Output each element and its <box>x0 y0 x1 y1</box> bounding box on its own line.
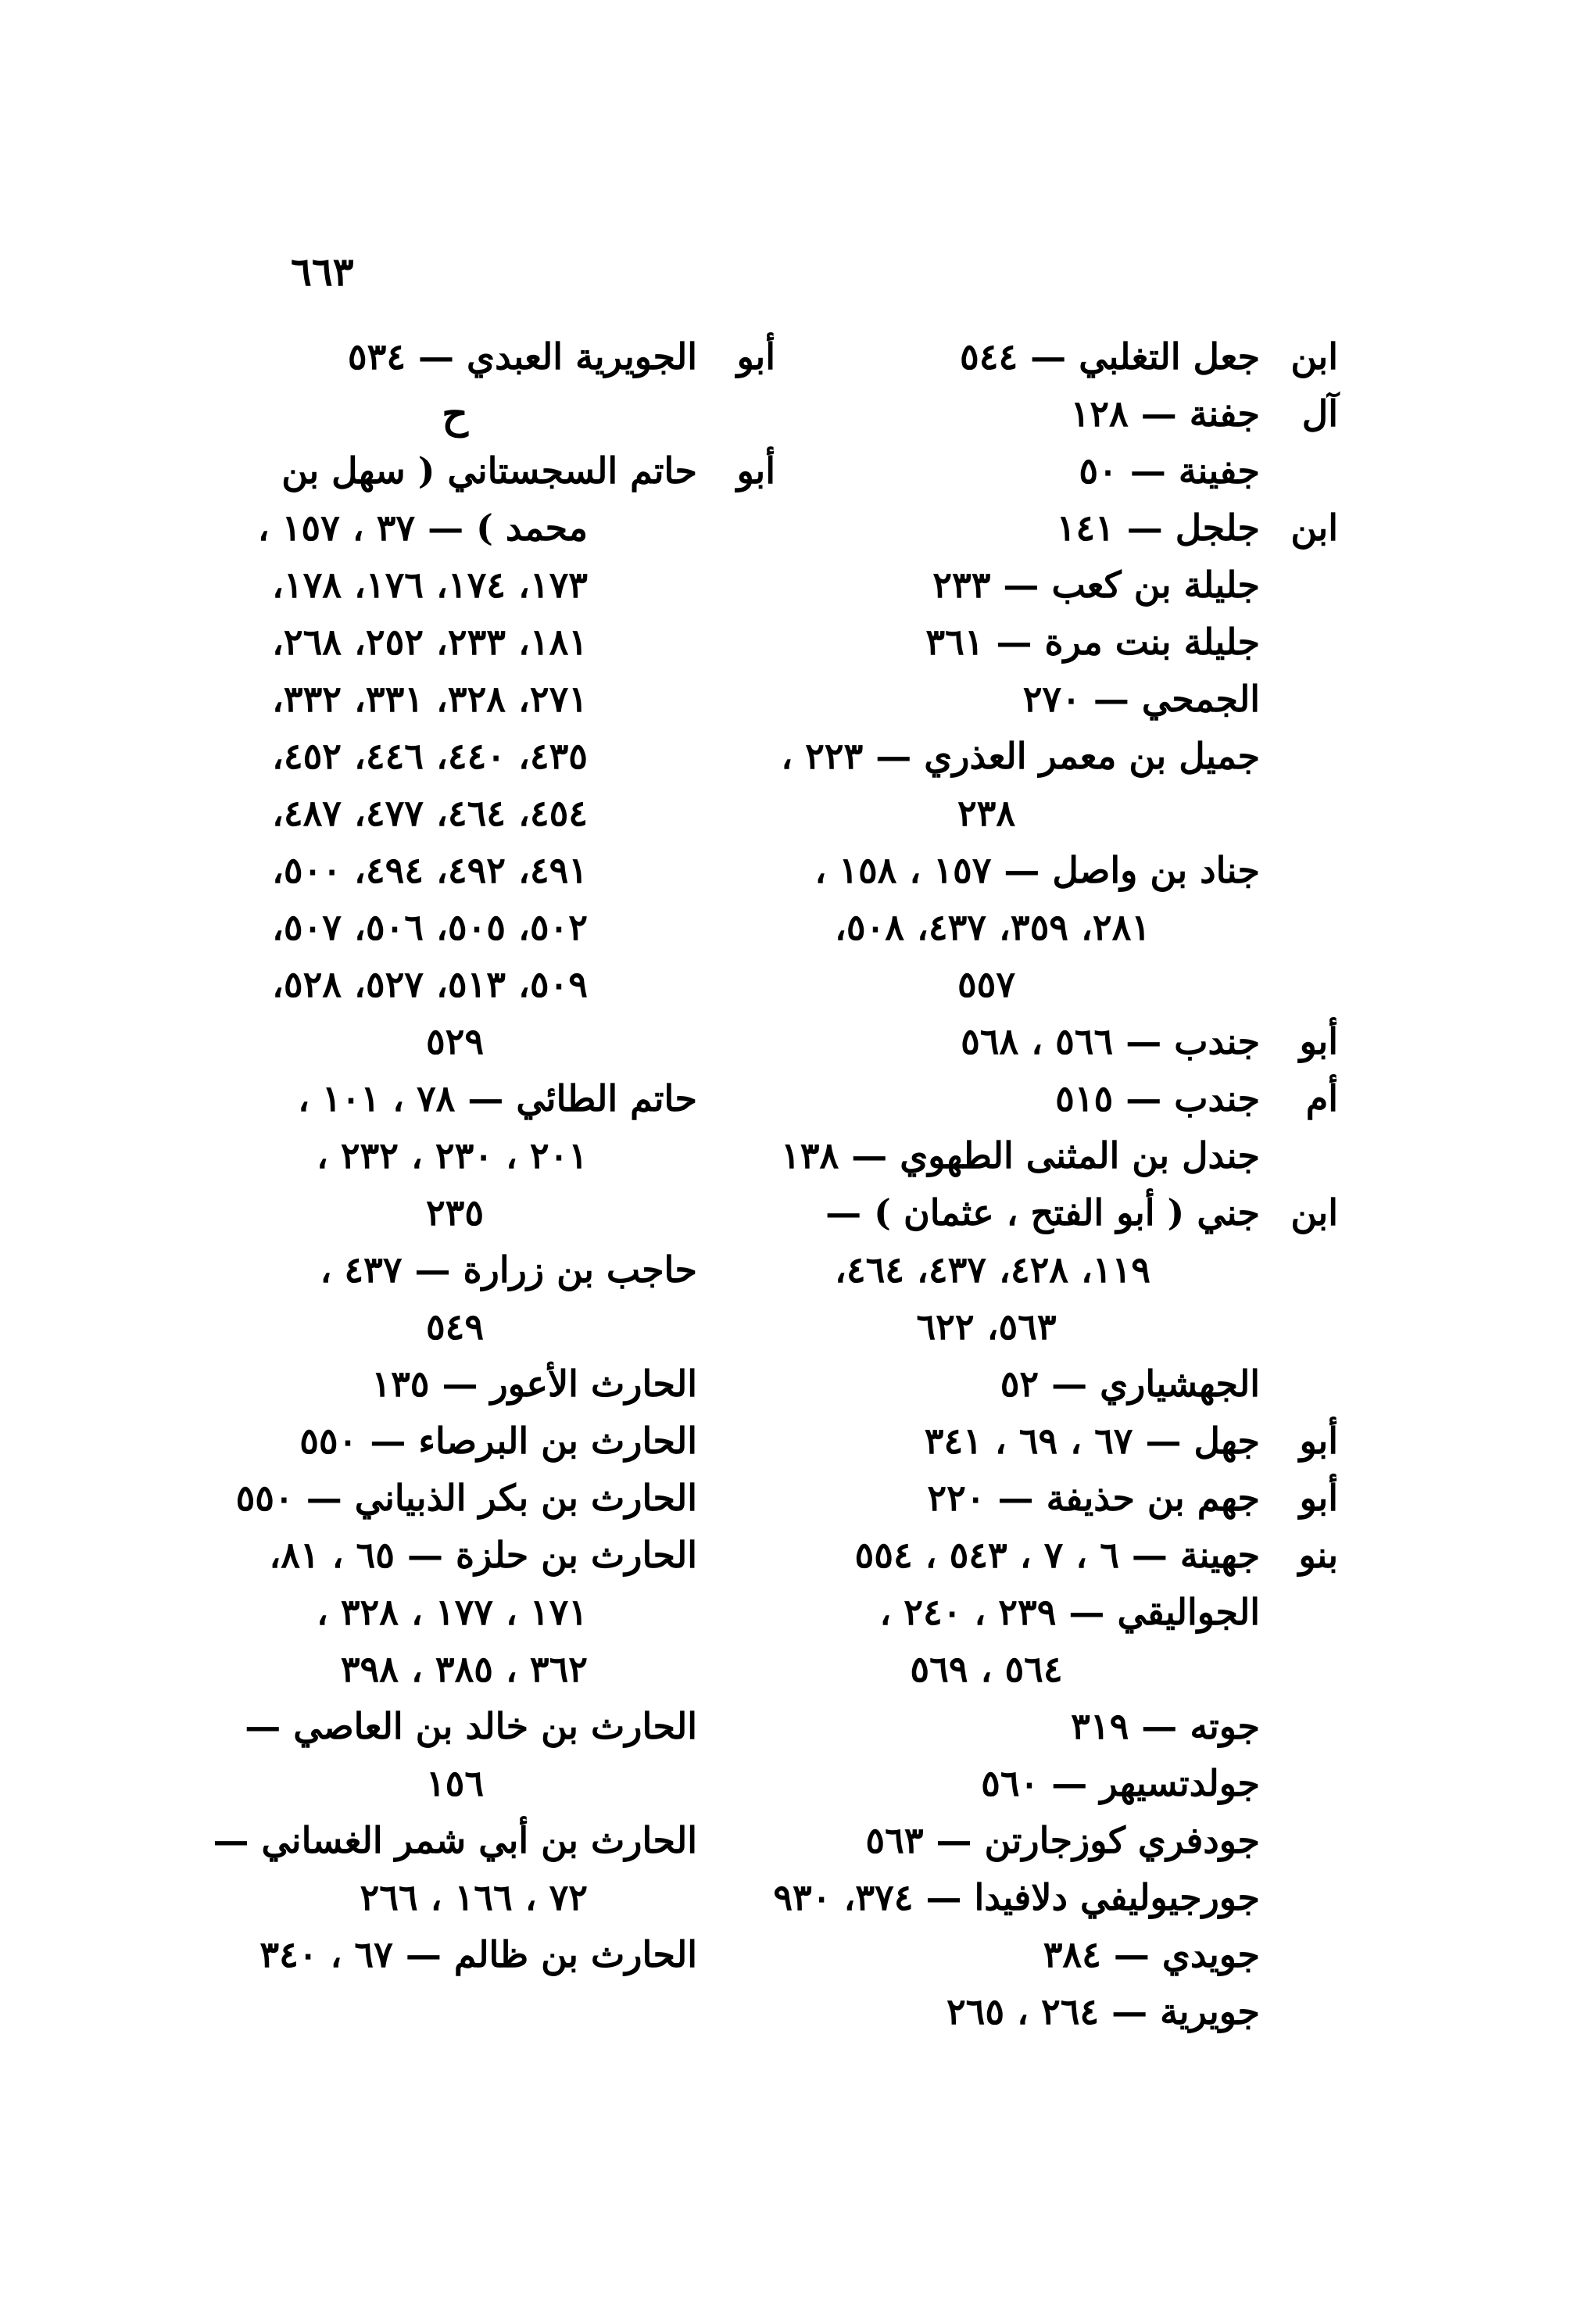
index-entry-line <box>713 956 1338 1013</box>
index-entry-line <box>713 1527 1338 1584</box>
index-entry-line <box>713 1127 1338 1184</box>
index-entry-line <box>213 1812 775 1869</box>
entry-prefix <box>697 1241 775 1298</box>
index-entry-line <box>213 1298 775 1356</box>
index-entry-line <box>213 1070 775 1127</box>
index-entry-line <box>713 899 1338 956</box>
index-entry-line <box>213 1926 775 1983</box>
index-entry-line <box>713 328 1338 385</box>
index-entry-line <box>213 671 775 728</box>
index-entry-line <box>213 1641 775 1698</box>
index-entry-line <box>213 785 775 842</box>
entry-text: الجهشياري — ٥٢ <box>1000 1363 1260 1405</box>
entry-text: جهم بن حذيفة — ٢٢٠ <box>927 1477 1260 1519</box>
index-entry-line <box>713 1755 1338 1812</box>
entry-text: جعل التغلبي — ٥٤٤ <box>960 335 1260 378</box>
entry-prefix <box>1260 728 1338 785</box>
index-entry-line <box>713 728 1338 785</box>
entry-text: ٧٢ ، ١٦٦ ، ٢٦٦ <box>360 1876 588 1918</box>
entry-text: ٥٢٩ <box>425 1020 485 1062</box>
index-entry-line <box>213 899 775 956</box>
entry-text: ١٧٣، ١٧٤، ١٧٦، ١٧٨، <box>272 564 588 606</box>
index-entry-line <box>713 1869 1338 1926</box>
entry-text: ٤٥٤، ٤٦٤، ٤٧٧، ٤٨٧، <box>272 792 588 834</box>
entry-text: ٢٨١، ٣٥٩، ٤٣٧، ٥٠٨، <box>835 906 1150 948</box>
index-entry-line <box>713 842 1338 899</box>
index-entry-line <box>213 842 775 899</box>
entry-text: ٤٩١، ٤٩٢، ٤٩٤، ٥٠٠، <box>272 849 588 891</box>
section-letter-heading: ح <box>442 390 468 438</box>
index-column-right <box>713 328 1338 2040</box>
entry-prefix <box>1260 785 1338 842</box>
entry-prefix <box>1260 1812 1338 1869</box>
index-entry-line <box>713 385 1338 442</box>
entry-text: ١٨١، ٢٣٣، ٢٥٢، ٢٦٨، <box>272 621 588 663</box>
index-entry-line <box>713 614 1338 671</box>
index-entry-line <box>213 1127 775 1184</box>
index-entry-line <box>713 1584 1338 1641</box>
index-entry-line <box>713 557 1338 614</box>
entry-text: الحارث بن أبي شمر الغساني — <box>213 1819 697 1861</box>
entry-text: جوته — ٣١٩ <box>1071 1705 1260 1747</box>
entry-prefix <box>697 1755 775 1812</box>
entry-text: ٢٣٥ <box>425 1191 485 1234</box>
index-entry-line <box>213 385 775 442</box>
index-entry-line <box>213 557 775 614</box>
index-entry-line <box>713 1241 1338 1298</box>
index-entry-line <box>713 500 1338 557</box>
entry-text: جفينة — ٥٠ <box>1079 449 1260 492</box>
entry-text: جولدتسيهر — ٥٦٠ <box>981 1762 1260 1804</box>
entry-text: ١٧١ ، ١٧٧ ، ٣٢٨ ، <box>316 1591 588 1633</box>
entry-text: ٥٠٢، ٥٠٥، ٥٠٦، ٥٠٧، <box>272 906 588 948</box>
entry-text: الحارث بن حلزة — ٦٥ ، ٨١، <box>269 1534 697 1576</box>
entry-prefix <box>697 728 775 785</box>
entry-prefix <box>697 1184 775 1241</box>
entry-text: حاجب بن زرارة — ٤٣٧ ، <box>320 1248 697 1291</box>
index-entry-line <box>713 1070 1338 1127</box>
entry-prefix <box>697 1527 775 1584</box>
entry-prefix <box>1260 1698 1338 1755</box>
entry-text: الحارث بن بكر الذبياني — ٥٥٠ <box>235 1477 697 1519</box>
entry-prefix <box>697 671 775 728</box>
entry-prefix <box>1260 1356 1338 1413</box>
entry-prefix <box>697 899 775 956</box>
entry-text: جورجيوليفي دلافيدا — ٣٧٤، ٩٣٠ <box>773 1876 1260 1918</box>
entry-text: ٣٦٢ ، ٣٨٥ ، ٣٩٨ <box>340 1648 588 1690</box>
index-column-left <box>213 328 775 1983</box>
entry-prefix <box>697 1298 775 1356</box>
index-entry-line <box>213 1184 775 1241</box>
entry-prefix: أبو <box>736 449 775 492</box>
entry-prefix <box>697 557 775 614</box>
entry-text: ٢٧١، ٣٢٨، ٣٣١، ٣٣٢، <box>272 678 588 720</box>
entry-prefix <box>1260 1869 1338 1926</box>
index-entry-line <box>713 1470 1338 1527</box>
entry-prefix: أبو <box>1299 1420 1338 1462</box>
index-entry-line <box>213 1356 775 1413</box>
index-entry-line <box>713 1812 1338 1869</box>
entry-prefix <box>1260 956 1338 1013</box>
entry-prefix <box>1260 671 1338 728</box>
entry-text: الحارث بن البرصاء — ٥٥٠ <box>299 1420 697 1462</box>
entry-text: الجواليقي — ٢٣٩ ، ٢٤٠ ، <box>879 1591 1260 1633</box>
entry-prefix <box>1260 1298 1338 1356</box>
entry-text: جندب — ٥٦٦ ، ٥٦٨ <box>961 1020 1260 1062</box>
index-entry-line <box>213 1698 775 1755</box>
entry-prefix <box>697 1013 775 1070</box>
entry-prefix <box>1260 557 1338 614</box>
entry-prefix <box>1260 1584 1338 1641</box>
index-entry-line <box>213 1869 775 1926</box>
entry-prefix: أبو <box>736 335 775 378</box>
entry-prefix <box>697 1698 775 1755</box>
index-entry-line <box>713 1698 1338 1755</box>
entry-prefix <box>697 1070 775 1127</box>
entry-text: ١٥٦ <box>425 1762 485 1804</box>
index-entry-line <box>713 1298 1338 1356</box>
entry-prefix <box>1260 614 1338 671</box>
entry-prefix <box>1260 442 1338 500</box>
entry-prefix <box>697 500 775 557</box>
entry-prefix: أبو <box>1299 1020 1338 1062</box>
entry-prefix <box>697 1641 775 1698</box>
entry-prefix <box>1260 1641 1338 1698</box>
entry-text: جهينة — ٦ ، ٧ ، ٥٤٣ ، ٥٥٤ <box>854 1534 1260 1576</box>
entry-prefix <box>1260 899 1338 956</box>
entry-text: ١١٩، ٤٢٨، ٤٣٧، ٤٦٤، <box>835 1248 1150 1291</box>
entry-text: الجويرية العبدي — ٥٣٤ <box>347 335 697 378</box>
index-entry-line <box>213 1470 775 1527</box>
index-entry-line <box>213 1413 775 1470</box>
entry-text: ٤٣٥، ٤٤٠، ٤٤٦، ٤٥٢، <box>272 735 588 777</box>
index-entry-line <box>713 1983 1338 2040</box>
entry-text: الحارث بن ظالم — ٦٧ ، ٣٤٠ <box>259 1933 697 1975</box>
entry-prefix <box>697 385 775 442</box>
index-entry-line <box>713 1013 1338 1070</box>
entry-text: الحارث الأعور — ١٣٥ <box>371 1363 697 1405</box>
entry-prefix <box>697 1926 775 1983</box>
entry-prefix <box>697 1869 775 1926</box>
index-entry-line <box>213 1584 775 1641</box>
entry-text: جهل — ٦٧ ، ٦٩ ، ٣٤١ <box>924 1420 1260 1462</box>
entry-prefix: بنو <box>1298 1534 1338 1576</box>
entry-prefix <box>1260 1755 1338 1812</box>
index-entry-line <box>213 728 775 785</box>
entry-prefix: ابن <box>1290 335 1338 378</box>
entry-text: الجمحي — ٢٧٠ <box>1022 678 1260 720</box>
entry-prefix <box>697 614 775 671</box>
entry-prefix <box>1260 1241 1338 1298</box>
entry-prefix <box>1260 1926 1338 1983</box>
entry-prefix <box>697 1413 775 1470</box>
entry-prefix <box>1260 1983 1338 2040</box>
entry-text: ٥٦٣، ٦٢٢ <box>916 1306 1057 1348</box>
entry-prefix <box>697 956 775 1013</box>
index-entry-line <box>713 1641 1338 1698</box>
entry-text: ٥٠٩، ٥١٣، ٥٢٧، ٥٢٨، <box>272 963 588 1005</box>
index-entry-line <box>213 1527 775 1584</box>
entry-prefix: أم <box>1305 1077 1338 1119</box>
entry-text: جفنة — ١٢٨ <box>1070 392 1260 435</box>
index-entry-line <box>213 328 775 385</box>
entry-prefix <box>697 1127 775 1184</box>
entry-text: جلجل — ١٤١ <box>1056 507 1260 549</box>
entry-text: حاتم السجستاني ( سهل بن <box>281 449 697 492</box>
entry-prefix <box>697 1584 775 1641</box>
index-entry-line <box>713 785 1338 842</box>
index-entry-line <box>213 956 775 1013</box>
index-entry-line <box>213 442 775 500</box>
entry-text: محمد ) — ٣٧ ، ١٥٧ ، <box>257 507 588 549</box>
entry-prefix <box>697 785 775 842</box>
index-entry-line <box>713 1413 1338 1470</box>
entry-prefix <box>697 1812 775 1869</box>
entry-text: جناد بن واصل — ١٥٧ ، ١٥٨ ، <box>814 849 1260 891</box>
entry-text: جويدي — ٣٨٤ <box>1043 1933 1260 1975</box>
entry-text: جويرية — ٢٦٤ ، ٢٦٥ <box>946 1990 1260 2033</box>
index-entry-line <box>213 500 775 557</box>
index-entry-line <box>713 1184 1338 1241</box>
entry-prefix: أبو <box>1299 1477 1338 1519</box>
entry-text: حاتم الطائي — ٧٨ ، ١٠١ ، <box>298 1077 697 1119</box>
entry-prefix: آل <box>1301 392 1338 435</box>
entry-text: جليلة بن كعب — ٢٣٣ <box>932 564 1260 606</box>
entry-text: جندل بن المثنى الطهوي — ١٣٨ <box>781 1134 1260 1177</box>
page-number: ٦٦٣ <box>291 249 354 295</box>
entry-text: ٥٦٤ ، ٥٦٩ <box>910 1648 1063 1690</box>
entry-prefix <box>1260 1127 1338 1184</box>
entry-prefix <box>697 842 775 899</box>
entry-text: ٢٣٨ <box>957 792 1016 834</box>
index-entry-line <box>713 1926 1338 1983</box>
index-entry-line <box>213 1013 775 1070</box>
index-entry-line <box>713 442 1338 500</box>
index-entry-line <box>713 1356 1338 1413</box>
entry-prefix: ابن <box>1290 507 1338 549</box>
index-entry-line <box>213 614 775 671</box>
entry-text: جودفري كوزجارتن — ٥٦٣ <box>865 1819 1260 1861</box>
entry-text: جني ( أبو الفتح ، عثمان ) — <box>825 1191 1260 1234</box>
entry-prefix: ابن <box>1290 1191 1338 1234</box>
index-entry-line <box>213 1755 775 1812</box>
entry-prefix <box>697 1470 775 1527</box>
entry-prefix <box>697 1356 775 1413</box>
entry-text: جليلة بنت مرة — ٣٦١ <box>925 621 1260 663</box>
entry-text: جميل بن معمر العذري — ٢٢٣ ، <box>781 735 1260 777</box>
index-entry-line <box>713 671 1338 728</box>
entry-text: ٢٠١ ، ٢٣٠ ، ٢٣٢ ، <box>316 1134 588 1177</box>
entry-prefix <box>1260 842 1338 899</box>
entry-text: ٥٤٩ <box>425 1306 485 1348</box>
index-entry-line <box>213 1241 775 1298</box>
entry-text: جندب — ٥١٥ <box>1055 1077 1260 1119</box>
entry-text: ٥٥٧ <box>957 963 1016 1005</box>
entry-text: الحارث بن خالد بن العاصي — <box>245 1705 697 1747</box>
